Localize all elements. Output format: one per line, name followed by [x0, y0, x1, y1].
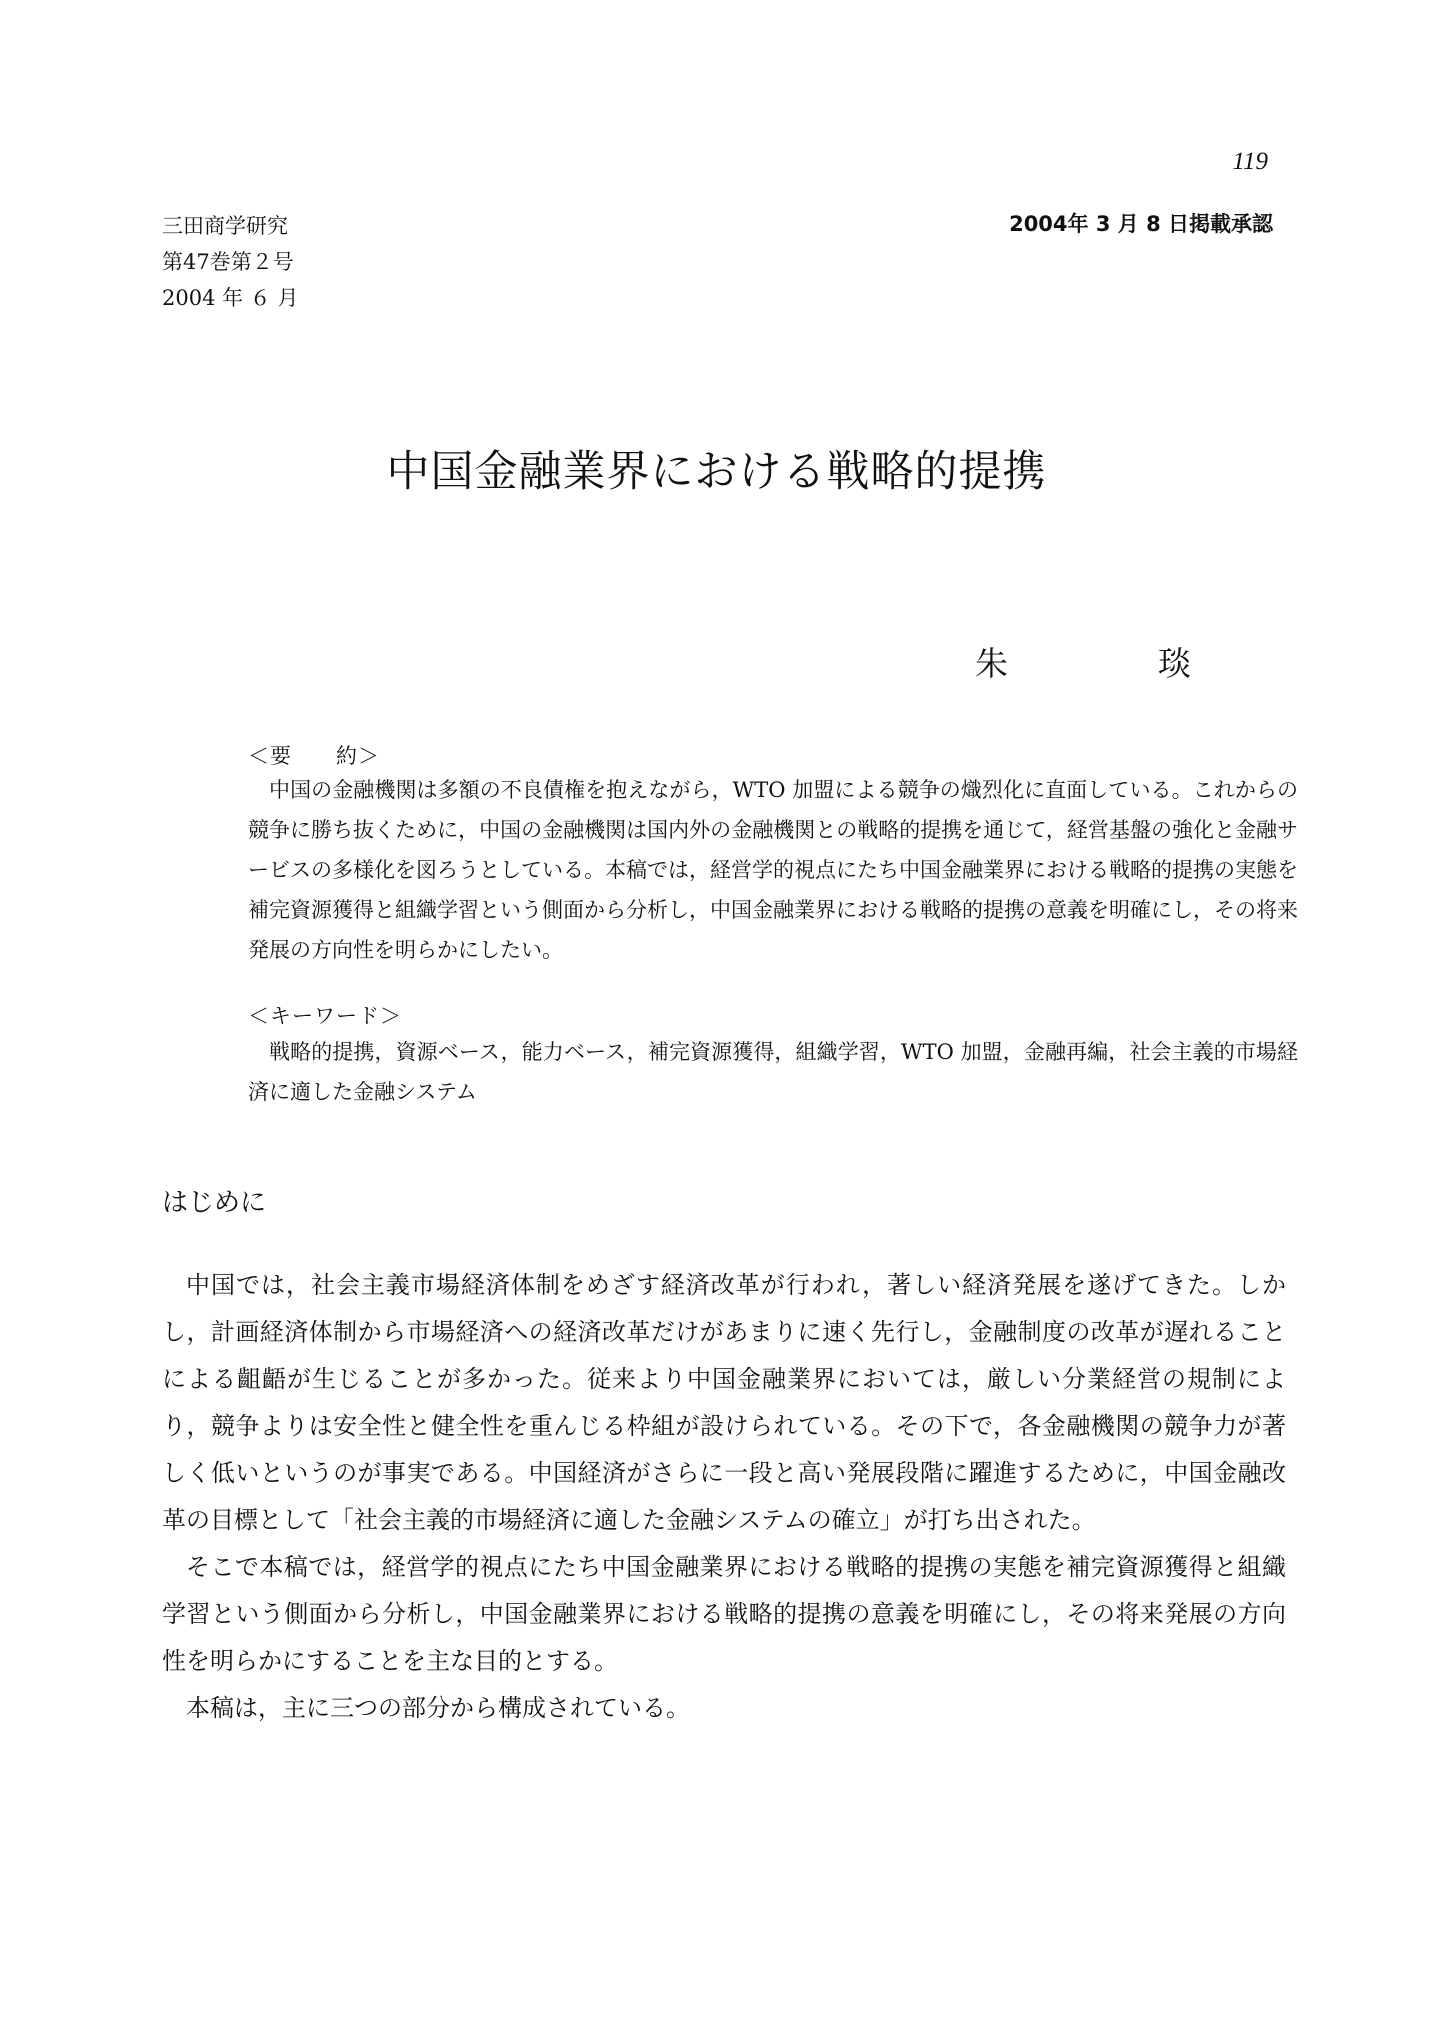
introduction-heading: はじめに [162, 1188, 267, 1218]
abstract-text: 中国の金融機関は多額の不良債権を抱えながら，WTO 加盟による競争の熾烈化に直面している。これからの競争に勝ち抜くために，中国の金融機関は国内外の金融機関との戦略的提携を通じて，経営基盤の強化と金融サービスの多様化を図ろうとしている。本稿では，経営学的視点にたち中国金融業界における戦略的提携の実態を補完資源獲得と組織学習という側面から分析し，中国金融業界における戦略的提携の意義を明確にし，その将来発展の方向性を明らかにしたい。 [248, 778, 1298, 962]
page-number: 119 [1232, 148, 1268, 175]
journal-info [162, 208, 298, 316]
approval-note: 2004年 3 月 8 日掲載承認 [1009, 212, 1273, 236]
journal-date: 2004 年 ６ 月 [162, 286, 299, 310]
author-given-name: 琰 [1158, 644, 1191, 683]
paragraph: そこで本稿では，経営学的視点にたち中国金融業界における戦略的提携の実態を補完資源獲得と組織学習という側面から分析し，中国金融業界における戦略的提携の意義を明確にし，その将来発展の方向性を明らかにすることを主な目的とする。 [162, 1553, 1286, 1675]
keywords-heading: ＜キーワード＞ [248, 1004, 402, 1028]
abstract-heading: ＜要 約＞ [248, 744, 380, 768]
journal-name: 三田商学研究 [162, 214, 288, 238]
author-family-name: 朱 [975, 644, 1008, 683]
paragraph: 中国では，社会主義市場経済体制をめざす経済改革が行われ，著しい経済発展を遂げてきた。しかし，計画経済体制から市場経済への経済改革だけがあまりに速く先行し，金融制度の改革が遅れることによる齟齬が生じることが多かった。従来より中国金融業界においては，厳しい分業経営の規制により，競争よりは安全性と健全性を重んじる枠組が設けられている。その下で，各金融機関の競争力が著しく低いというのが事実である。中国経済がさらに一段と高い発展段階に躍進するために，中国金融改革の目標として「社会主義的市場経済に適した金融システムの確立」が打ち出された。 [162, 1271, 1286, 1534]
keywords-text: 戦略的提携，資源ベース，能力ベース，補完資源獲得，組織学習，WTO 加盟，金融再編，社会主義的市場経済に適した金融システム [248, 1040, 1298, 1104]
journal-volume: 第47巻第２号 [162, 250, 294, 274]
paragraph: 本稿は，主に三つの部分から構成されている。 [186, 1694, 690, 1722]
author [975, 638, 1191, 685]
introduction-body [162, 1262, 1286, 1732]
page-title: 中国金融業界における戦略的提携 [386, 447, 1047, 497]
